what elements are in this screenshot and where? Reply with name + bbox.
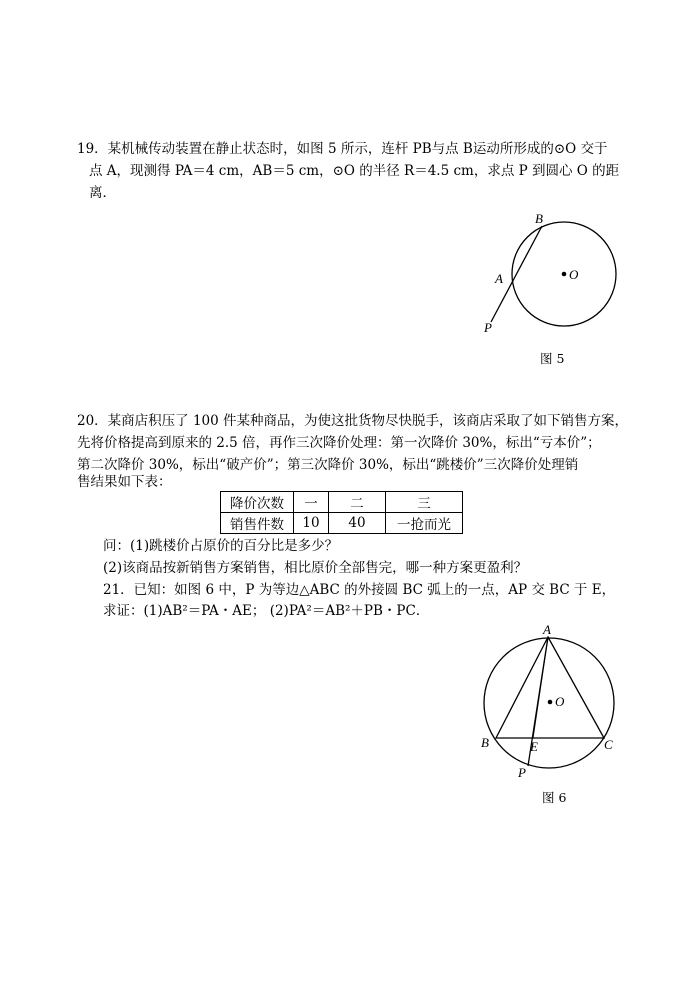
table-cell: 一抢而光 <box>386 513 463 534</box>
center-point-o-fig6 <box>548 700 553 705</box>
label-b-fig5: B <box>535 211 543 226</box>
table-cell: 10 <box>294 513 329 534</box>
label-a-fig5: A <box>495 271 503 286</box>
q20-line-4: 售结果如下表： <box>77 474 172 490</box>
table-cell: 40 <box>329 513 386 534</box>
label-b-fig6: B <box>481 735 489 750</box>
table-row <box>221 492 463 513</box>
q20-line-3: 第二次降价 30%，标出“破产价”；第三次降价 30%，标出“跳楼价”三次降价处理销 <box>77 457 579 473</box>
q19-line-3: 离． <box>89 185 116 201</box>
label-p-fig6: P <box>518 765 526 780</box>
table-cell: 降价次数 <box>221 492 294 513</box>
label-o-fig5: O <box>569 267 579 282</box>
table-cell: 三 <box>386 492 463 513</box>
q21-line-2: 求证：(1)AB²＝PA・AE； (2)PA²＝AB²＋PB・PC． <box>103 603 430 619</box>
label-c-fig6: C <box>604 737 613 752</box>
label-o-fig6: O <box>555 694 565 709</box>
table-row <box>221 513 463 534</box>
q20-ask-2: (2)该商品按新销售方案销售，相比原价全部售完，哪一种方案更盈利？ <box>103 560 528 576</box>
q19-line-1: 19．某机械传动装置在静止状态时，如图 5 所示，连杆 PB与点 B运动所形成的⊙O 交于 <box>77 141 608 157</box>
table-cell: 销售件数 <box>221 513 294 534</box>
label-e-fig6: E <box>530 739 538 754</box>
figure-5 <box>476 206 626 341</box>
q20-ask-1: 问：(1)跳楼价占原价的百分比是多少？ <box>103 538 339 554</box>
sales-table <box>220 491 463 534</box>
q20-line-1: 20．某商店积压了 100 件某种商品，为使这批货物尽快脱手，该商店采取了如下销售方案， <box>77 413 629 429</box>
figure-6-caption: 图 6 <box>542 790 567 805</box>
figure-5-caption: 图 5 <box>540 351 565 366</box>
center-point-o <box>562 272 567 277</box>
table-cell: 一 <box>294 492 329 513</box>
q21-line-1: 21．已知：如图 6 中，P 为等边△ABC 的外接圆 BC 弧上的一点，AP 交 BC 于 E， <box>103 582 616 598</box>
label-a-fig6: A <box>543 622 551 637</box>
label-p-fig5: P <box>484 320 492 335</box>
table-cell: 二 <box>329 492 386 513</box>
triangle-abc <box>496 637 604 738</box>
q20-line-2: 先将价格提高到原来的 2.5 倍，再作三次降价处理：第一次降价 30%，标出“亏本价”； <box>77 435 601 451</box>
q19-line-2: 点 A，现测得 PA＝4 cm，AB＝5 cm，⊙O 的半径 R＝4.5 cm，求点 P 到圆心 O 的距 <box>89 163 620 179</box>
figure-6 <box>476 620 626 780</box>
